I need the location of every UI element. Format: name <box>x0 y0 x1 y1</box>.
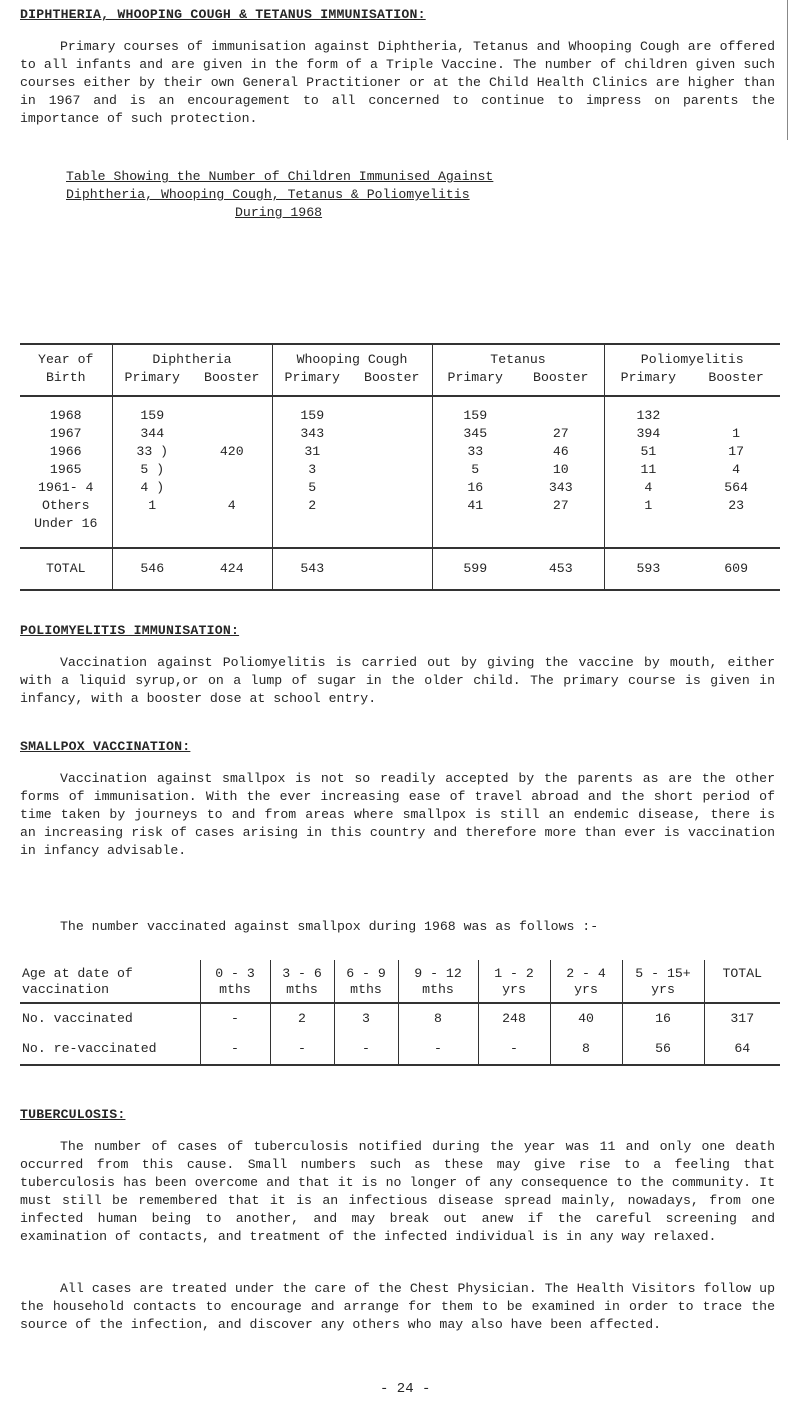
value-cell: 345 <box>463 426 488 441</box>
value-cell: 159 <box>463 408 488 423</box>
value-cell <box>352 443 432 461</box>
value-cell: 132 <box>636 408 661 423</box>
age-column-header: 9 - 12 mths <box>398 960 478 1003</box>
page-number: - 24 - <box>380 1381 431 1397</box>
value-cell: 3 <box>334 1003 398 1034</box>
table-row <box>20 1003 780 1034</box>
immunisation-table-body <box>20 396 780 548</box>
year-cell: 1961- 4 <box>38 480 94 495</box>
header-diphtheria: Diphtheria Primary Booster <box>112 344 272 396</box>
value-cell: - <box>478 1034 550 1065</box>
row-label: No. vaccinated <box>22 1011 133 1026</box>
value-cell: 40 <box>550 1003 622 1034</box>
value-cell <box>192 479 272 497</box>
value-cell: - <box>270 1034 334 1065</box>
immunisation-table <box>20 343 780 591</box>
value-cell: 4 <box>644 480 653 495</box>
total-row: TOTAL 546 424 543 599 453 593 609 <box>20 548 780 590</box>
value-cell: 317 <box>704 1003 780 1034</box>
table-caption-line-1: Table Showing the Number of Children Immunised Against <box>66 169 494 184</box>
value-cell <box>352 497 432 515</box>
value-cell: 46 <box>552 444 569 459</box>
heading-smallpox: SMALLPOX VACCINATION: <box>20 739 191 754</box>
header-tetanus: Tetanus Primary Booster <box>432 344 604 396</box>
value-cell: 3 <box>308 462 317 477</box>
value-cell: 8 <box>550 1034 622 1065</box>
year-cell: 1968 <box>49 408 82 423</box>
value-cell: 5 ) <box>140 462 165 477</box>
value-cell: 5 <box>308 480 317 495</box>
value-cell: 4 <box>732 462 741 477</box>
header-year-of-birth: Year of Birth <box>20 344 112 396</box>
value-cell: 4 ) <box>140 480 165 495</box>
value-cell: 16 <box>467 480 484 495</box>
table-row <box>20 497 780 533</box>
table-caption-line-2: Diphtheria, Whooping Cough, Tetanus & Poliomyelitis <box>66 187 470 202</box>
value-cell: 23 <box>728 498 745 513</box>
value-cell <box>352 479 432 497</box>
value-cell: 27 <box>552 426 569 441</box>
value-cell <box>692 407 780 425</box>
table-row <box>20 443 780 461</box>
value-cell: 31 <box>304 444 321 459</box>
paragraph-tuberculosis-text: The number of cases of tuberculosis notified during the year was 11 and only one death occurred from this cause. Small numbers such as these may give rise to a feeling that tuberculosis has been overcome and that it is no longer of any consequence to the community. It must still be remembered that it is an infectious disease spread mainly, nowadays, from one infected human being to another, and may break out anew if the careful screening and examination of contacts, and treatment of the infected individual is in any way relaxed. <box>20 1139 775 1244</box>
age-column-header: 6 - 9 mths <box>334 960 398 1003</box>
value-cell: 1 <box>732 426 741 441</box>
age-column-header: 5 - 15+ yrs <box>622 960 704 1003</box>
value-cell: 420 <box>219 444 244 459</box>
value-cell: 4 <box>227 498 236 513</box>
table-row <box>20 461 780 479</box>
header-whooping-cough: Whooping Cough Primary Booster <box>272 344 432 396</box>
value-cell: - <box>200 1034 270 1065</box>
value-cell <box>192 461 272 479</box>
value-cell: 343 <box>300 426 325 441</box>
age-column-header: TOTAL <box>704 960 780 1003</box>
year-cell: 1966 <box>49 444 82 459</box>
value-cell <box>352 407 432 425</box>
value-cell: 1 <box>644 498 653 513</box>
paragraph-chest-physician-text: All cases are treated under the care of the Chest Physician. The Health Visitors follow up the household contacts to encourage and arrange for them to be examined in order to trace the source of the infection, and discover any others who may also have been affected. <box>20 1281 775 1332</box>
table-row <box>20 1034 780 1065</box>
value-cell: 11 <box>640 462 657 477</box>
value-cell: 2 <box>308 498 317 513</box>
header-poliomyelitis: Poliomyelitis Primary Booster <box>604 344 780 396</box>
value-cell: 394 <box>636 426 661 441</box>
value-cell: 248 <box>478 1003 550 1034</box>
value-cell: 33 <box>467 444 484 459</box>
value-cell: 33 ) <box>136 444 169 459</box>
year-cell: 1965 <box>49 462 82 477</box>
value-cell: 564 <box>724 480 748 495</box>
paragraph-chest-physician <box>20 1280 775 1334</box>
year-cell: 1967 <box>49 426 82 441</box>
value-cell: - <box>398 1034 478 1065</box>
paragraph-smallpox-text: Vaccination against smallpox is not so readily accepted by the parents as are the other forms of immunisation. With the ever increasing ease of travel abroad and the short period of time taken by journeys to and from areas where smallpox is still an endemic disease, there is an increasing risk of cases arising in this country and therefore more than ever is vaccination in infancy advisable. <box>20 771 775 858</box>
paragraph-tuberculosis <box>20 1138 775 1246</box>
value-cell <box>352 461 432 479</box>
value-cell: 51 <box>640 444 657 459</box>
age-column-header: 3 - 6 mths <box>270 960 334 1003</box>
value-cell: 1 <box>148 498 157 513</box>
value-cell: 2 <box>270 1003 334 1034</box>
value-cell: 56 <box>622 1034 704 1065</box>
value-cell: 17 <box>728 444 745 459</box>
table-caption-line-3: During 1968 <box>235 205 323 220</box>
page-edge-line <box>787 0 788 140</box>
smallpox-table <box>20 960 780 1066</box>
age-column-header: 0 - 3 mths <box>200 960 270 1003</box>
value-cell: 5 <box>471 462 480 477</box>
value-cell: 344 <box>140 426 165 441</box>
total-label: TOTAL <box>20 548 112 590</box>
value-cell <box>192 425 272 443</box>
value-cell: 41 <box>467 498 484 513</box>
value-cell: 8 <box>398 1003 478 1034</box>
year-cell: Others Under 16 <box>34 498 98 531</box>
paragraph-smallpox-count <box>20 918 775 936</box>
value-cell: 343 <box>548 480 573 495</box>
heading-poliomyelitis: POLIOMYELITIS IMMUNISATION: <box>20 623 240 638</box>
value-cell: 64 <box>704 1034 780 1065</box>
value-cell: - <box>334 1034 398 1065</box>
heading-tuberculosis: TUBERCULOSIS: <box>20 1107 126 1122</box>
smallpox-header-row <box>20 960 780 1003</box>
paragraph-smallpox-count-text: The number vaccinated against smallpox during 1968 was as follows :- <box>60 919 599 934</box>
table-row <box>20 396 780 425</box>
value-cell: 10 <box>552 462 569 477</box>
age-column-header: 1 - 2 yrs <box>478 960 550 1003</box>
value-cell <box>352 425 432 443</box>
row-label: No. re-vaccinated <box>20 1034 200 1065</box>
value-cell: 159 <box>300 408 325 423</box>
value-cell <box>518 407 604 425</box>
table-row <box>20 425 780 443</box>
value-cell: 16 <box>622 1003 704 1034</box>
age-column-header: 2 - 4 yrs <box>550 960 622 1003</box>
value-cell <box>192 407 272 425</box>
smallpox-table-body <box>20 960 780 1065</box>
paragraph-triple-vaccine-text: Primary courses of immunisation against Diphtheria, Tetanus and Whooping Cough are offered to all infants and are given in the form of a Triple Vaccine. The number of children given such courses either by their own General Practitioner or at the Child Health Clinics are higher than in 1967 and is an encouragement to all concerned to continue to impress on parents the importance of such protection. <box>20 39 775 126</box>
value-cell: - <box>200 1003 270 1034</box>
paragraph-smallpox <box>20 770 775 860</box>
paragraph-polio-text: Vaccination against Poliomyelitis is carried out by giving the vaccine by mouth, either with a liquid syrup,or on a lump of sugar in the older child. The primary course is given in infancy, with a booster dose at school entry. <box>20 655 775 706</box>
value-cell: 27 <box>552 498 569 513</box>
paragraph-triple-vaccine <box>20 38 775 128</box>
heading-dwt-immunisation: DIPHTHERIA, WHOOPING COUGH & TETANUS IMMUNISATION: <box>20 7 426 22</box>
age-header: Age at date of vaccination <box>20 960 200 1003</box>
paragraph-polio <box>20 654 775 708</box>
value-cell: 159 <box>140 408 165 423</box>
table-row <box>20 479 780 497</box>
